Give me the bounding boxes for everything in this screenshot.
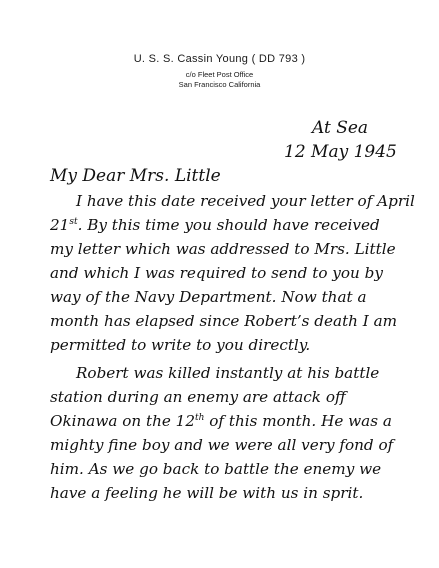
letter-line: Okinawa on the 12th of this month. He was a (50, 412, 392, 430)
letter-date: 12 May 1945 (284, 142, 397, 162)
letter-line: permitted to write to you directly. (50, 336, 311, 354)
letter-line: my letter which was addressed to Mrs. Little (50, 240, 396, 258)
letter-line: way of the Navy Department. Now that a (50, 288, 367, 306)
letter-salutation: My Dear Mrs. Little (50, 166, 221, 186)
letterhead-address-line-1: c/o Fleet Post Office (185, 70, 254, 79)
letter-line: month has elapsed since Robert’s death I am (50, 312, 398, 330)
letter-place: At Sea (312, 118, 369, 138)
letter-line: station during an enemy are attack off (50, 388, 346, 406)
letterhead-address-line-2: San Francisco California (178, 80, 261, 89)
letter-line: I have this date received your letter of April (76, 192, 415, 210)
letter-line: him. As we go back to battle the enemy we (50, 460, 382, 478)
letter-line: and which I was required to send to you by (50, 264, 383, 282)
letter-line: have a feeling he will be with us in sprit. (50, 484, 364, 502)
letter-line: 21st. By this time you should have received (50, 216, 380, 234)
letter-line: mighty fine boy and we were all very fond of (50, 436, 394, 454)
letter-line: Robert was killed instantly at his battle (76, 364, 380, 382)
letterhead-ship-name: U. S. S. Cassin Young ( DD 793 ) (133, 53, 306, 65)
